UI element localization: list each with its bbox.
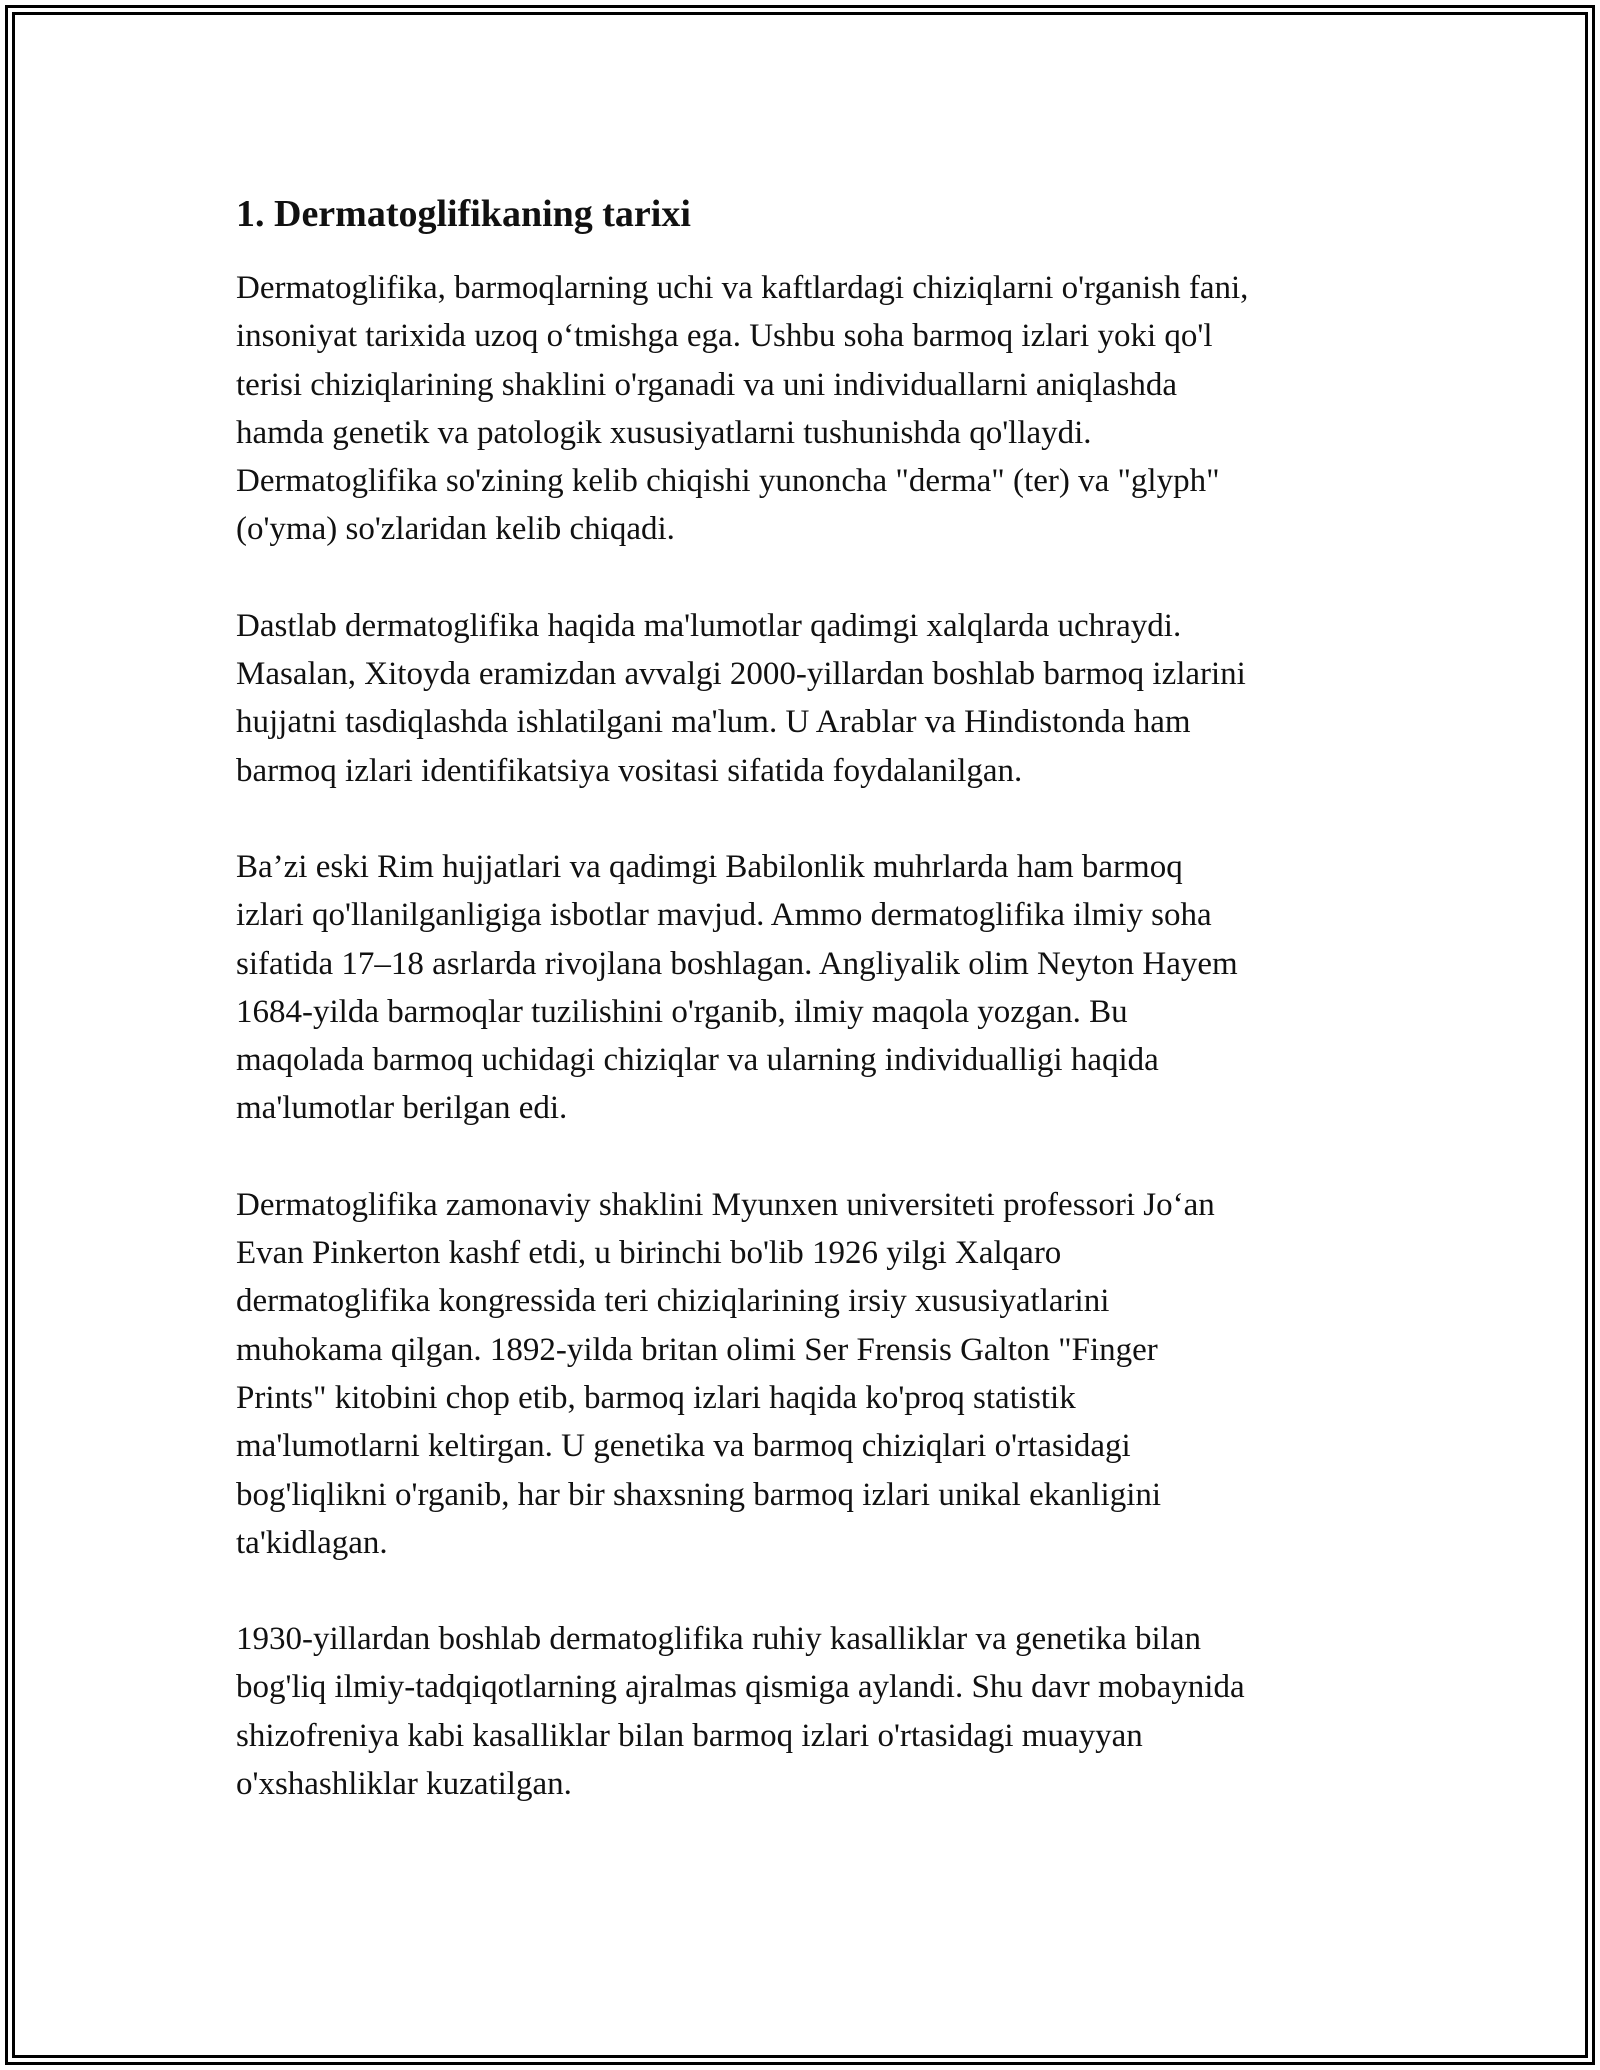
paragraph-line: 1930-yillardan boshlab dermatoglifika ruhiy kasalliklar va genetika bilan xyxy=(236,1621,1201,1658)
paragraph-line: bog'liq ilmiy-tadqiqotlarning ajralmas qismiga aylandi. Shu davr mobaynida xyxy=(236,1669,1245,1706)
paragraph-line: Dermatoglifika so'zining kelib chiqishi yunoncha "derma" (ter) va "glyph" xyxy=(236,463,1220,500)
paragraph-line: 1684-yilda barmoqlar tuzilishini o'rganib, ilmiy maqola yozgan. Bu xyxy=(236,993,1128,1030)
paragraph-line: insoniyat tarixida uzoq o‘tmishga ega. Ushbu soha barmoq izlari yoki qo'l xyxy=(236,318,1213,355)
paragraph-line: hujjatni tasdiqlashda ishlatilgani ma'lum. U Arablar va Hindistonda ham xyxy=(236,704,1191,741)
paragraph-line: o'xshashliklar kuzatilgan. xyxy=(236,1766,572,1803)
paragraph-line: muhokama qilgan. 1892-yilda britan olimi Ser Frensis Galton "Finger xyxy=(236,1331,1158,1368)
paragraph-2 xyxy=(236,602,1386,795)
paragraph-line: terisi chiziqlarining shaklini o'rganadi va uni individuallarni aniqlashda xyxy=(236,366,1178,403)
paragraph-line: Dermatoglifika zamonaviy shaklini Myunxen universiteti professori Jo‘an xyxy=(236,1186,1215,1223)
paragraph-line: ma'lumotlarni keltirgan. U genetika va barmoq chiziqlari o'rtasidagi xyxy=(236,1428,1131,1465)
paragraph-line: Dastlab dermatoglifika haqida ma'lumotlar qadimgi xalqlarda uchraydi. xyxy=(236,607,1182,644)
paragraph-line: hamda genetik va patologik xususiyatlarni tushunishda qo'llaydi. xyxy=(236,414,1092,451)
paragraph-line: ma'lumotlar berilgan edi. xyxy=(236,1090,568,1127)
paragraph-line: shizofreniya kabi kasalliklar bilan barmoq izlari o'rtasidagi muayyan xyxy=(236,1717,1143,1754)
paragraph-line: Ba’zi eski Rim hujjatlari va qadimgi Babilonlik muhrlarda ham barmoq xyxy=(236,848,1183,885)
paragraph-line: izlari qo'llanilganligiga isbotlar mavjud. Ammo dermatoglifika ilmiy soha xyxy=(236,897,1212,934)
paragraph-line: barmoq izlari identifikatsiya vositasi sifatida foydalanilgan. xyxy=(236,752,1023,789)
paragraph-4 xyxy=(236,1181,1386,1567)
paragraph-line: Prints" kitobini chop etib, barmoq izlari haqida ko'proq statistik xyxy=(236,1379,1076,1416)
section-heading: 1. Dermatoglifikaning tarixi xyxy=(236,193,691,235)
document-body xyxy=(236,190,1386,1856)
paragraph-3 xyxy=(236,843,1386,1133)
paragraph-line: sifatida 17–18 asrlarda rivojlana boshlagan. Angliyalik olim Neyton Hayem xyxy=(236,945,1238,982)
paragraph-line: Evan Pinkerton kashf etdi, u birinchi bo'lib 1926 yilgi Xalqaro xyxy=(236,1235,1062,1272)
paragraph-line: Dermatoglifika, barmoqlarning uchi va kaftlardagi chiziqlarni o'rganish fani, xyxy=(236,270,1249,306)
paragraph-line: bog'liqlikni o'rganib, har bir shaxsning barmoq izlari unikal ekanligini xyxy=(236,1476,1162,1513)
paragraph-line: maqolada barmoq uchidagi chiziqlar va ularning individualligi haqida xyxy=(236,1042,1159,1079)
paragraph-line: (o'yma) so'zlaridan kelib chiqadi. xyxy=(236,511,675,548)
paragraph-1 xyxy=(236,264,1386,554)
paragraph-line: dermatoglifika kongressida teri chiziqlarining irsiy xususiyatlarini xyxy=(236,1283,1110,1320)
paragraph-5 xyxy=(236,1615,1386,1808)
paragraph-line: ta'kidlagan. xyxy=(236,1524,388,1561)
paragraph-line: Masalan, Xitoyda eramizdan avvalgi 2000-yillardan boshlab barmoq izlarini xyxy=(236,656,1246,693)
